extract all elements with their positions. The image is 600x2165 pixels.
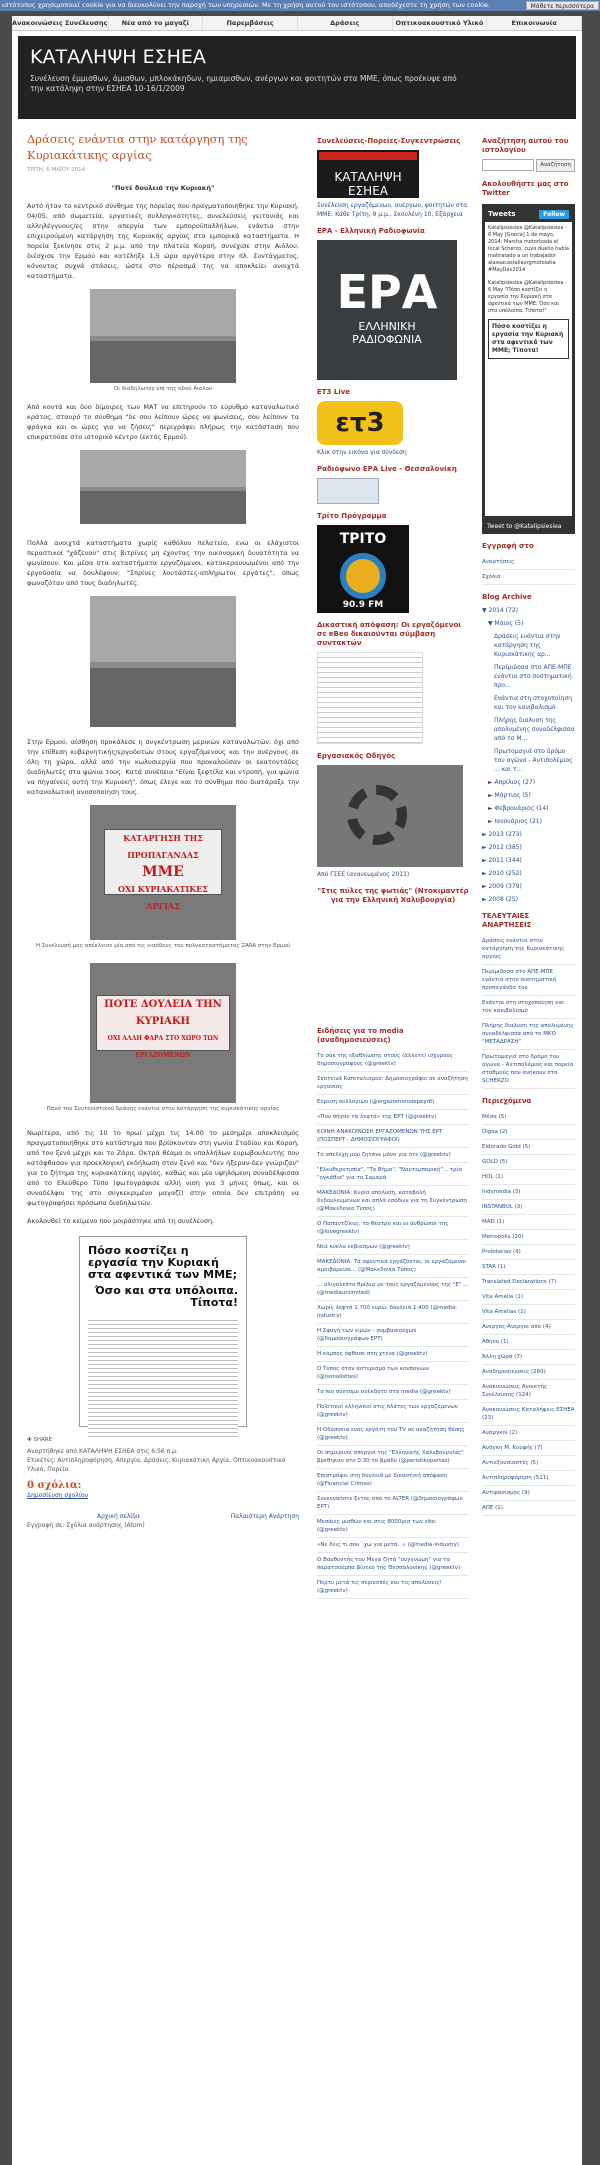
- banner-photo[interactable]: [90, 805, 236, 940]
- archive-item[interactable]: Ενάντια στη στοχοποίηση και τον κανιβαλισμό: [494, 695, 573, 711]
- widget-title: Εγγραφή στο: [482, 542, 534, 550]
- widget-title: ΕΡΑ - Ελληνική Ραδιοφωνία: [317, 227, 425, 235]
- archive-item[interactable]: ► 2009 (379): [482, 883, 522, 890]
- widget-title: ΕΤ3 Live: [317, 388, 351, 396]
- subscribe-posts[interactable]: Αναρτήσεις: [482, 555, 575, 570]
- leaflet-title: Πόσο κοστίζει η εργασία την Κυριακή στα αφεντικά των ΜΜΕ;: [88, 1244, 237, 1281]
- middle-sidebar: [317, 129, 469, 1599]
- share-label: SHARE: [33, 1437, 53, 1443]
- post-paragraph: Στην Ερμού, αίσθηση προκάλεσε η συγκέντρωση μερικών καταναλωτών, όχι από την επίθεση κυβερνητικής/εργοδοτών στους εργαζόμενους και την ανέργους σε όλη τη χώρα, αλλά από την κωλυσιεργία που προκαλούσαν οι εκατοντάδες διαδηλωτές στα ψώνια τους. Κατά συνέπεια "Είναι ξεφτίλα και ντροπή, για ψώνια να πηγαίνεις αυτή την Κυριακή", όπως έλεγε και το σύνθημα που διατάραξε την καταναλωτική ανοσοποίηση τους.: [27, 738, 299, 796]
- widget-title: Αναζήτηση αυτού του ιστολογίου: [482, 137, 569, 154]
- label-item[interactable]: Μέσα (5): [482, 1110, 575, 1125]
- era-thessaloniki-logo[interactable]: [317, 478, 379, 504]
- search-button[interactable]: Αναζήτηση: [536, 159, 575, 172]
- comments-heading: 0 σχόλια:: [27, 1480, 82, 1491]
- label-item[interactable]: Ανάγκη Μ. Κουφής (7): [482, 1441, 575, 1456]
- page-wrapper: [12, 16, 582, 2165]
- label-item[interactable]: Vita Amelia (1): [482, 1290, 575, 1305]
- news-item[interactable]: Νέα κύκλο εκβιασμών (@greektv): [317, 1240, 469, 1255]
- twitter-widget: [482, 204, 575, 534]
- gear-icon: [347, 785, 407, 845]
- assembly-info: Συνέλευση εργαζόμενων, ανέργων, φοιτητών στα ΜΜΕ: Κάθε Τρίτη, 9 μ.μ., Σκουλένη 10, Εξάρχεια: [317, 202, 468, 218]
- recent-posts: [482, 934, 575, 1089]
- label-item[interactable]: INSTANBUL (3): [482, 1200, 575, 1215]
- leaflet-text-lines: [88, 1317, 238, 1437]
- subscribe-comments[interactable]: Εγγραφή σε: Σχόλια ανάρτησης (Atom): [27, 1522, 145, 1529]
- banner-photo[interactable]: [90, 963, 236, 1103]
- news-item[interactable]: Χωρίς λεφτά 1.700 ευρώ: δουλειά 1.400 (@media-industry): [317, 1301, 469, 1324]
- trito-frequency: 90.9 FM: [342, 600, 384, 610]
- label-item[interactable]: Αντιφασισμός (9): [482, 1486, 575, 1501]
- tweet[interactable]: Katalipsiesiea @Katalipsiesiea · 6 May "Πόσο κοστίζει η εργασία την Κυριακή στα αφεντικά των ΜΜΕ; Όσο και στα υπόλοιπα. Τίποτα!": [488, 280, 567, 314]
- label-item[interactable]: Vita Amelias (1): [482, 1305, 575, 1320]
- era-logo-subtitle: ΕΛΛΗΝΙΚΗ ΡΑΔΙΟΦΩΝΙΑ: [352, 320, 422, 346]
- logo-text: ΚΑΤΑΛΗΨΗ ΕΣΗΕΑ: [334, 170, 402, 198]
- news-item[interactable]: Το απελέχη μου ζητάνε μόνο για ότε (@greektv): [317, 1148, 469, 1163]
- leaflet-subtitle: Όσο και στα υπόλοιπα. Τίποτα!: [94, 1284, 238, 1309]
- widget-title: Ακολουθήστε μας στο Twitter: [482, 180, 569, 197]
- recent-post-item[interactable]: Περίμιδοσα στο ΑΠΕ-ΜΠΕ ενάντια στην συστηματική προπαγάνδα του: [482, 965, 575, 996]
- media-news-list: [317, 1049, 469, 1599]
- label-item[interactable]: Digea (2): [482, 1125, 575, 1140]
- archive-item[interactable]: Πλήρης διαλυση της απολυμένης συναδέλφισσα από το Μ...: [494, 717, 575, 742]
- labels-list: [482, 1110, 575, 1516]
- news-item[interactable]: Συνεννοήστε ξέτος από το ALTER (@δημοσιογράφων ΕΡΤ): [317, 1492, 469, 1515]
- blog-description: Συνέλευση έμμισθων, άμισθων, μπλοκάκηδων, ημιαμισθων, ανέργων και φοιτητών στα ΜΜΕ, όπως προέκυψε από την κατάληψη στην ΕΣΗΕΑ 10-16/1/2009: [30, 74, 457, 93]
- court-decision-image[interactable]: [317, 652, 423, 744]
- archive-item[interactable]: ► Μάρτιος (5): [488, 792, 531, 799]
- archive-item[interactable]: ▼ 2014 (72): [482, 607, 519, 614]
- photo-caption: Πανό του Συντονιστικού δράσης ενάντια στην κατάργηση της κυριακάτικης αργίας: [46, 1106, 280, 1112]
- recent-post-item[interactable]: Δράσεις ενάντια στην κατάργηση της Κυριακάτικης αργίας: [482, 934, 575, 965]
- label-item[interactable]: Eldorado Gold (5): [482, 1140, 575, 1155]
- news-item[interactable]: Η κόμπος όφθασε στη χτένα (@greektv): [317, 1347, 469, 1362]
- news-item[interactable]: ΜΑΚΕΔΟΝΙΑ: Κυρία απόλυση, καταβολή δεδουλευμένων και απλά εσόδων για τη Συγκέντρωση (@Μακεδονία Τύπος): [317, 1186, 469, 1217]
- news-item[interactable]: "Ελευθεροτυπία", "Το Βήμα", "Ναυτεμπορική"... τρία "ογκάθια" για το Σαμαρά: [317, 1163, 469, 1186]
- twitter-header: [485, 207, 572, 221]
- widget-title: Περιεχόμενα: [482, 1097, 532, 1105]
- label-item[interactable]: Ανάργκοί (2): [482, 1426, 575, 1441]
- labor-guide-image[interactable]: [317, 765, 463, 867]
- news-item[interactable]: Η Σφαγή των ειμών - συμβασιούχων (@δημοσιογράφων ΕΡΤ): [317, 1324, 469, 1347]
- news-item[interactable]: «Νε δεις τι σου `χω για μετά...» (@media-industry): [317, 1538, 469, 1553]
- archive-item[interactable]: ► 2013 (273): [482, 831, 522, 838]
- subscribe-list: [482, 555, 575, 585]
- label-item[interactable]: Translated Declarations (7): [482, 1275, 575, 1290]
- labor-guide-text[interactable]: Από ΓΣΕΕ (ανανεωμένος 2011): [317, 871, 410, 878]
- label-item[interactable]: STAR (1): [482, 1260, 575, 1275]
- news-item[interactable]: ... ολιγόλεπτο θρίλερ με τους εργαζόμενους της "Ε" ... (@mediaunlimited): [317, 1278, 469, 1301]
- tab-news[interactable]: Νέα από το μαγαζί: [109, 16, 204, 30]
- search-box: [482, 159, 575, 172]
- archive-item[interactable]: ► 2010 (252): [482, 870, 522, 877]
- banner-line: ΚΑΤΑΡΓΗΣΗ ΤΗΣ ΠΡΟΠΑΓΑΝΔΑΣ: [123, 833, 203, 860]
- trito-logo[interactable]: [317, 525, 409, 613]
- video-embed[interactable]: [317, 909, 469, 1019]
- news-item[interactable]: ΚΟΙΝΗ ΑΝΑΚΟΙΝΩΣΗ ΕΡΓΑΖΟΜΕΝΩΝ ΤΗΣ ΕΡΤ (ΠΟΣΠΕΡΤ - ΔΗΜΟΣΙΟΓΡΑΦΟΙ): [317, 1125, 469, 1148]
- post-title[interactable]: Δράσεις ενάντια στην κατάργηση της Κυριακάτικης αργίας: [27, 132, 248, 162]
- archive-item[interactable]: Πρωτομαγιά στο δρόμο του αγώνα - Αντιπολέμιος ... και τ...: [494, 748, 573, 773]
- label-item[interactable]: Ανακοινώσεις Ανοικτής Συνέλευσης (124): [482, 1380, 575, 1403]
- et3-logo[interactable]: ετ3: [317, 401, 403, 445]
- tweets-list: [485, 222, 572, 516]
- right-sidebar: [482, 129, 575, 1516]
- logo-stripe: [319, 152, 417, 160]
- era-logo[interactable]: [317, 240, 457, 380]
- archive-item[interactable]: ▼ Μάιος (5): [488, 620, 524, 627]
- era-logo-text: ΕΡΑ: [336, 265, 438, 319]
- widget-title: Ραδιόφωνο ΕΡΑ Live - Θεσσαλονίκη: [317, 465, 457, 473]
- share-icon: ✚: [27, 1437, 32, 1443]
- tweet-to-link[interactable]: Tweet to @Katalipsiesiea: [487, 523, 562, 530]
- banner-line: ΜΜΕ: [142, 864, 184, 880]
- blog-title[interactable]: ΚΑΤΑΛΗΨΗ ΕΣΗΕΑ: [30, 46, 206, 68]
- post-paragraph: Αυτό ήταν το κεντρικό σύνθημα της πορείας που πραγματοποιήθηκε την Κυριακή, 04/05, από σωματεία, εργατικές συλλογικότητες, συνελεύσεις γειτονιάς και αλληλέγγυους/ες στην απεργία των εμποροϋπαλλήλων, ενάντια στην επιχειρούμενη κατάργηση της Κυριακής αργίας στα εμπορικά καταστήματα. Η πορεία ξεκίνησε στις 2 μ.μ. από την πλατεία Κοραή, συνέχισε στην Αιόλου, διέσχισε την Ερμού και κατέληξε 1,5 ώρα αργότερα στην πλ. Συντάγματος, κάνοντας συχνά στάσεις, ώστε στο πέρασμά της να αποκλείει ανοιχτά καταστήματα.: [27, 202, 299, 280]
- news-item[interactable]: «Πού πήγαν τα λεφτά» της ΕΡΤ (@greektv): [317, 1110, 469, 1125]
- news-item[interactable]: Ο Βαυθυντής του Μεγα ζητά "ουγγνώμη" για τα παρατσούμπα βίντεο της Θεσσαλονίκης (@greektv): [317, 1553, 469, 1576]
- label-item[interactable]: MAD (1): [482, 1215, 575, 1230]
- post-labels[interactable]: Ετικέτες: Αντιπληροφόρηση, Απεργία, Δράσεις, Κυριακάτικη Αργία, Οπτικοακουστικό Υλικό, Πορεία: [27, 1457, 286, 1473]
- katalipsi-logo[interactable]: [317, 150, 419, 198]
- widget-title: Ειδήσεις για το media (αναδημοσιεύσεις): [317, 1027, 404, 1044]
- leaflet-image[interactable]: [79, 1236, 247, 1427]
- archive-item[interactable]: ► Ιανουάριος (21): [488, 818, 542, 825]
- news-item[interactable]: Ο Τύπος στον αστερισμό των κουπονιών (@isonalisttes): [317, 1362, 469, 1385]
- widget-title: Τρίτο Πρόγραμμα: [317, 512, 387, 520]
- label-item[interactable]: Αντιπληροφόρηση (511): [482, 1471, 575, 1486]
- post-quote: "Ποτέ δουλειά την Κυριακή": [111, 184, 215, 192]
- news-item[interactable]: Το πιο σύντομο ανέκδοτο στα media (@greektv): [317, 1385, 469, 1400]
- label-item[interactable]: Άθηνο (1): [482, 1335, 575, 1350]
- news-item[interactable]: Η Οδύσσεια ενός εργάτη του ΤV σε αναζήτηση θέσης (@greektv): [317, 1423, 469, 1446]
- news-item[interactable]: Ο Παπαντζίκος, το θέατρο και οι άνθρωποι της (@lovegreektv): [317, 1217, 469, 1240]
- post-author: Αναρτήθηκε από ΚΑΤΑΛΗΨΗ ΕΣΗΕΑ στις 6:56 π.μ.: [27, 1448, 178, 1455]
- news-item[interactable]: Το σόκ της εξαθλίωσης στους (άλλοτε) ισχυρούς δημοσιογράφους (@greektv): [317, 1049, 469, 1072]
- label-item[interactable]: HOL (1): [482, 1170, 575, 1185]
- label-item[interactable]: ΑΠΕ (1): [482, 1501, 575, 1516]
- cookie-text: ιστότοπος χρησιμοποιεί cookie για να διευκολύνει την παροχή των υπηρεσιών. Με τη χρήση αυτού του ιστότοπου, αποδέχεστε τη χρήση των cookie.: [2, 1, 491, 9]
- tweet-image[interactable]: Πόσο κοστίζει η εργασία την Κυριακή στα αφεντικά των ΜΜΕ; Τίποτα!: [488, 319, 569, 359]
- tab-audiovisual[interactable]: Οπτικοακουστικό Υλικό: [393, 16, 488, 30]
- search-input[interactable]: [482, 159, 534, 171]
- label-item[interactable]: Proletariaz (4): [482, 1245, 575, 1260]
- archive-item[interactable]: ► 2011 (344): [482, 857, 522, 864]
- post-paragraph: Νωρίτερα, από τις 10 το πρωί μέχρι τις 14.00 το μεσημέρι αποκλεισμός πραγματοποιήθηκε στο κατάστημα που βρίσκονταν στη γωνία Σταδίου και Κοραή, από τον ξενό μέχρι και το Ζάρα. Οκτρά θέαμα οι υπαλλήλων ευρωβουλευτής που κατάφθασαν για προεκλογική εκδήλωση στον ξενό και "δεν ήξεραν-δεν γνώριζαν" για το ζήτημα της κυριακάτικης αργίας, καθώς και μία υψηλόμενη συναδέλφισσα από το Ελεύθερο Τύπο (φωτογράφισε αλλή νιση για 3 μήνες όπως, και οι συναδέλφοι της στο συγκεκριμένο μαγαζί) στην οποία δεν επιτράπη να φωτογραφήσει πρόσωπα διαδηλωτών.: [27, 1129, 299, 1207]
- label-item[interactable]: Άλλη χώρα (7): [482, 1350, 575, 1365]
- news-item[interactable]: Εύρεση ουλλογιών (@ergazomenoiepeydt): [317, 1095, 469, 1110]
- post-date: ΤΡΙΤΗ, 6 ΜΑΪΟΥ 2014: [27, 167, 86, 173]
- news-item[interactable]: ΜΑΚΕΔΟΝΙΑ: Τα αφεντικά εργάζονται, οι εργαζόμενοι αμοιβόμενοι... (@Μακεδονία Τύπος): [317, 1255, 469, 1278]
- banner-line: ΟΧΙ ΚΥΡΙΑΚΑΤΙΚΕΣ ΑΡΓΙΑΣ: [118, 884, 208, 911]
- tab-interventions[interactable]: Παρεμβάσεις: [203, 16, 298, 30]
- news-item[interactable]: Μεσάιες μισθών και στις 8000ρισ των site; (@greektv): [317, 1515, 469, 1538]
- cookie-learn-more-button[interactable]: Μάθετε περισσότερα: [526, 1, 599, 10]
- post-comment-link[interactable]: Δημοσίευση σχολίου: [27, 1492, 89, 1499]
- widget-title: Εργασιακός Οδηγός: [317, 752, 396, 760]
- banner-sign: [104, 829, 222, 911]
- widget-title: Blog Archive: [482, 593, 532, 601]
- widget-title: "Στις πύλες της φωτιάς" (Ντοκιμαντέρ για την Ελληνική Χαλυβουργία): [317, 887, 469, 904]
- trito-text: ΤΡΙΤΟ: [339, 531, 387, 547]
- trito-emblem: [340, 553, 386, 599]
- post-navigation: [27, 1512, 299, 1521]
- tab-contact[interactable]: Επικοινωνία: [487, 16, 582, 30]
- banner-line: ΠΟΤΕ ΔΟΥΛΕΙΑ ΤΗΝ ΚΥΡΙΑΚΗ: [104, 999, 222, 1027]
- widget-title: Συνελεύσεις-Πορείες-Συγκεντρώσεις: [317, 137, 461, 145]
- label-item[interactable]: GOLD (5): [482, 1155, 575, 1170]
- tweet[interactable]: Katalipsiesiea @Katalipsiesiea · 6 May [Grecia] 1 de mayo, 2014: Marcha motorizada el local Scherzo, cuyo dueño había maltratado a un trabajador alasoacastaliaorgmotolatia #MayDav2014: [488, 225, 569, 273]
- protest-photo[interactable]: [90, 596, 236, 727]
- banner-sign: [96, 995, 230, 1059]
- photo-caption: Οι διαδηλωτές επί της οδού Αιόλου: [113, 386, 213, 392]
- archive-item[interactable]: Δράσεις ενάντια στην κατάργηση της Κυριακάτικης αρ...: [494, 633, 561, 658]
- widget-title: ΤΕΛΕΥΤΑΙΕΣ ΑΝΑΡΤΗΣΕΙΣ: [482, 912, 532, 929]
- subscribe-comments-feed[interactable]: Σχόλια: [482, 570, 575, 585]
- recent-post-item[interactable]: Πλήρης διαλυση της απολυμένης συναδέλφισσα από το ΜΚΟ "ΜΕΤΑΔΡΑΣΗ": [482, 1019, 575, 1050]
- post-paragraph: Από κοντά και δύο δίμοιρες των ΜΑΤ να επιτηρούν το εύρυθμο καταναλωτικό κράτος, σταυρό το σύνθημα "δε σου λείπουν ώρες να ψωνίσεις, σου λείπουν τα φράγκα και οι ώρες για να ζήσεις" περιγράφει πλήρως την κατάσταση που επικρατούσε στο ιστορικό κέντρο (εκτός Ερμού).: [27, 403, 299, 441]
- post-paragraph: Πολλά ανοιχτά καταστήματα χωρίς καθόλου πελατεία, ενώ οι ελάχιστοι περαστικοί "χάζευαν" στις βιτρίνες μη έχοντας την οικονομική δυνατότητα να ψωνίσουν. Και μέσα στα καταστήματα εργαζόμενοι, κατακεραυνωμένοι από την εργοδοσία να δουλέψουν: "Σπρίνες λουτάστες-απλήρωτοι εργάτες", όπως φωναζόταν από τους διαδηλωτές.: [27, 539, 299, 587]
- recent-post-item[interactable]: Ενάντια στη στοχοποίηση και τον κανιβαλισμό: [482, 996, 575, 1019]
- photo-caption: Η Συνέλευσή μας απέκλεισε μία από τις εισόδους του πολυκαταστήματος ZARA στην Ερμού: [35, 943, 291, 949]
- label-item[interactable]: Αντιεξουσιαστές (5): [482, 1456, 575, 1471]
- label-item[interactable]: Metropolis (20): [482, 1230, 575, 1245]
- archive-item[interactable]: ► Φεβρουάριος (14): [488, 805, 549, 812]
- share-button[interactable]: [27, 1437, 299, 1443]
- cookie-banner: [0, 0, 600, 11]
- news-item[interactable]: Πολιτικοί ελληνικοί στις πλάτες των εργαζόμενων (@greektv): [317, 1400, 469, 1423]
- older-post-link[interactable]: Παλαιότερη Ανάρτηση: [230, 1513, 299, 1520]
- blog-archive: [482, 606, 575, 904]
- label-item[interactable]: Indymedia (3): [482, 1185, 575, 1200]
- post-paragraph: Ακολουθεί το κείμενο που μοιράστηκε από τη συνέλευση.: [27, 1217, 215, 1225]
- blog-header: [18, 36, 576, 119]
- et3-link-text[interactable]: Κλικ στην εικόνα για σύνδεση: [317, 449, 407, 456]
- archive-item[interactable]: ► 2008 (25): [482, 896, 519, 903]
- news-item[interactable]: Επιστράφει στη δουλειά με δικαστική απόφαση (@Financial Crimes): [317, 1469, 469, 1492]
- protest-photo[interactable]: [90, 289, 236, 383]
- follow-button[interactable]: Follow: [539, 210, 569, 219]
- news-item[interactable]: Πέρτυ μετά τις περικοπές και τις απολύσεις! (@greektv): [317, 1576, 469, 1599]
- protest-photo[interactable]: [80, 450, 246, 524]
- label-item[interactable]: Άνεργος-Άνεργοι από (4): [482, 1320, 575, 1335]
- tweets-label: Tweets: [488, 210, 516, 218]
- tab-actions[interactable]: Δράσεις: [298, 16, 393, 30]
- archive-item[interactable]: Περίμιδοσα στο ΑΠΕ-ΜΠΕ ενάντια στο συστηματική προ...: [494, 664, 572, 689]
- home-link[interactable]: Αρχική σελίδα: [97, 1513, 140, 1520]
- recent-post-item[interactable]: Πρωτομαγιά στο δρόμο του αγώνα - Αντιπολέμιος και πορεία σταθμούς που ανήκουν στο SCHERZO: [482, 1050, 575, 1089]
- archive-item[interactable]: ► Απρίλιος (27): [488, 779, 536, 786]
- archive-item[interactable]: ► 2012 (385): [482, 844, 522, 851]
- top-navigation: [12, 16, 582, 31]
- news-item[interactable]: Σκοτεινά Καπιταλισμού: Δημοσιογράφοι σε αναζήτηση εργασίας: [317, 1072, 469, 1095]
- post-column: [27, 131, 299, 1530]
- tab-announcements[interactable]: Ανακοινώσεις Συνέλευσης: [12, 16, 109, 30]
- widget-title: Δικαστική απόφαση: Οι εργαζόμενοι σε eBeo δικαιούνται σύμβαση συντακτών: [317, 621, 461, 647]
- banner-line: ΟΧΙ ΑΛΛΗ ΦΑΡΑ ΣΤΟ ΧΩΡΟ ΤΩΝ ΕΡΓΑΖΟΜΕΝΩΝ: [107, 1035, 219, 1059]
- label-item[interactable]: Αναδημοσιεύσεις (260): [482, 1365, 575, 1380]
- label-item[interactable]: Ανακοινώσεις Καταλήψεις ΕΣΗΕΑ (23): [482, 1403, 575, 1426]
- news-item[interactable]: Οι σημερινοί απεργοί της "Ελληνικής Χαλυβουργίας" βρέθηκαν στο 0.30 το βράδυ (@peristikopertas): [317, 1446, 469, 1469]
